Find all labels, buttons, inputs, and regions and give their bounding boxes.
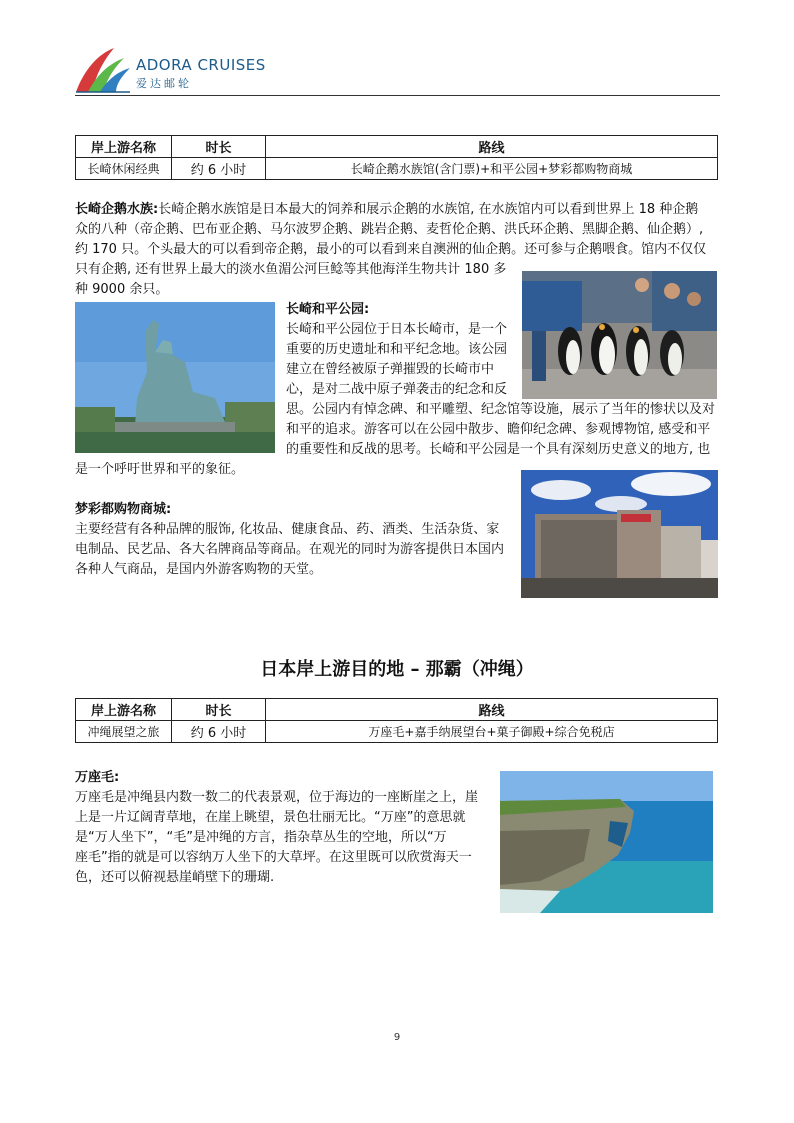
paragraph-line: 种 9000 余只。 [75, 282, 169, 297]
table-header-cell: 路线 [266, 136, 718, 158]
tour-table-naha [75, 698, 718, 743]
manzamo-title: 万座毛: [75, 770, 120, 785]
paragraph-line: 和平的追求。游客可以在公园中散步、瞻仰纪念碑、参观博物馆, 感受和平 [286, 422, 711, 437]
tour-duration-cell: 约 6 小时 [172, 158, 266, 180]
tour-name-cell: 冲绳展望之旅 [76, 721, 172, 743]
page-number: 9 [393, 1032, 401, 1043]
peace-park-title: 长崎和平公园: [286, 302, 370, 317]
paragraph-line: 重要的历史遗址和和平纪念地。该公园 [286, 342, 508, 357]
table-header-cell: 岸上游名称 [76, 136, 172, 158]
adora-logo-icon [74, 46, 132, 94]
amu-plaza-building-photo [521, 470, 718, 598]
amu-plaza-title: 梦彩都购物商城: [75, 502, 172, 517]
paragraph-line: 电制品、民艺品、各大名牌商品等商品。在观光的同时为游客提供日本国内 [75, 542, 505, 557]
amu-plaza-paragraph [75, 500, 515, 580]
paragraph-line: 色，还可以俯视悬崖峭壁下的珊瑚. [75, 870, 275, 885]
paragraph-line: 的重要性和反战的思考。长崎和平公园是一个具有深刻历史意义的地方, 也 [286, 442, 711, 457]
table-row [76, 721, 718, 743]
section-title-naha: 日本岸上游目的地 – 那霸（冲绳） [260, 659, 534, 680]
paragraph-line: 各种人气商品，是国内外游客购物的天堂。 [75, 562, 323, 577]
paragraph-line: 思。公园内有悼念碑、和平雕塑、纪念馆等设施，展示了当年的惨状以及对 [286, 402, 716, 417]
table-header-row [76, 699, 718, 721]
paragraph-line: 心，是对二战中原子弹袭击的纪念和反 [286, 382, 508, 397]
table-header-row [76, 136, 718, 158]
paragraph-line: 长崎企鹅水族馆是日本最大的饲养和展示企鹅的水族馆, 在水族馆内可以看到世界上 18 种企鹅 [158, 202, 699, 217]
manzamo-cliff-photo [500, 771, 713, 913]
paragraph-line: 万座毛是冲绳县内数一数二的代表景观，位于海边的一座断崖之上，崖 [75, 790, 479, 805]
table-header-cell: 岸上游名称 [76, 699, 172, 721]
paragraph-line: 主要经营有各种品牌的服饰, 化妆品、健康食品、药、酒类、生活杂货、家 [75, 522, 500, 537]
paragraph-line: 上是一片辽阔青草地，在崖上眺望，景色壮丽无比。“万座”的意思就 [75, 810, 466, 825]
table-header-cell: 路线 [266, 699, 718, 721]
paragraph-line: 众的八种（帝企鹅、巴布亚企鹅、马尔波罗企鹅、跳岩企鹅、麦哲伦企鹅、洪氏环企鹅、黑脚企鹅、仙企鹅）, [75, 222, 704, 237]
header-divider [75, 95, 720, 96]
tour-table-nagasaki [75, 135, 718, 180]
penguin-aquarium-title: 长崎企鹅水族: [75, 202, 159, 217]
tour-route-cell: 万座毛+嘉手纳展望台+菓子御殿+综合免税店 [266, 721, 718, 743]
brand-name-en: ADORA CRUISES [136, 56, 266, 74]
paragraph-line: 只有企鹅, 还有世界上最大的淡水鱼湄公河巨鲶等其他海洋生物共计 180 多 [75, 262, 507, 277]
brand-name-cn: 爱达邮轮 [136, 77, 192, 90]
tour-name-cell: 长崎休闲经典 [76, 158, 172, 180]
table-header-cell: 时长 [172, 136, 266, 158]
paragraph-line: 座毛”指的就是可以容纳万人坐下的大草坪。在这里既可以欣赏海天一 [75, 850, 472, 865]
paragraph-line: 建立在曾经被原子弹摧毁的长崎市中 [286, 362, 495, 377]
paragraph-line: 是一个呼吁世界和平的象征。 [75, 462, 245, 477]
tour-route-cell: 长崎企鹅水族馆(含门票)+和平公园+梦彩都购物商城 [266, 158, 718, 180]
peace-park-paragraph [75, 300, 718, 480]
tour-duration-cell: 约 6 小时 [172, 721, 266, 743]
table-row [76, 158, 718, 180]
paragraph-line: 约 170 只。个头最大的可以看到帝企鹅，最小的可以看到来自澳洲的仙企鹅。还可参与企鹅喂食。馆内不仅仅 [75, 242, 707, 257]
manzamo-paragraph [75, 768, 495, 888]
table-header-cell: 时长 [172, 699, 266, 721]
paragraph-line: 是“万人坐下”，“毛”是冲绳的方言，指杂草丛生的空地，所以“万 [75, 830, 447, 845]
paragraph-line: 长崎和平公园位于日本长崎市，是一个 [286, 322, 508, 337]
